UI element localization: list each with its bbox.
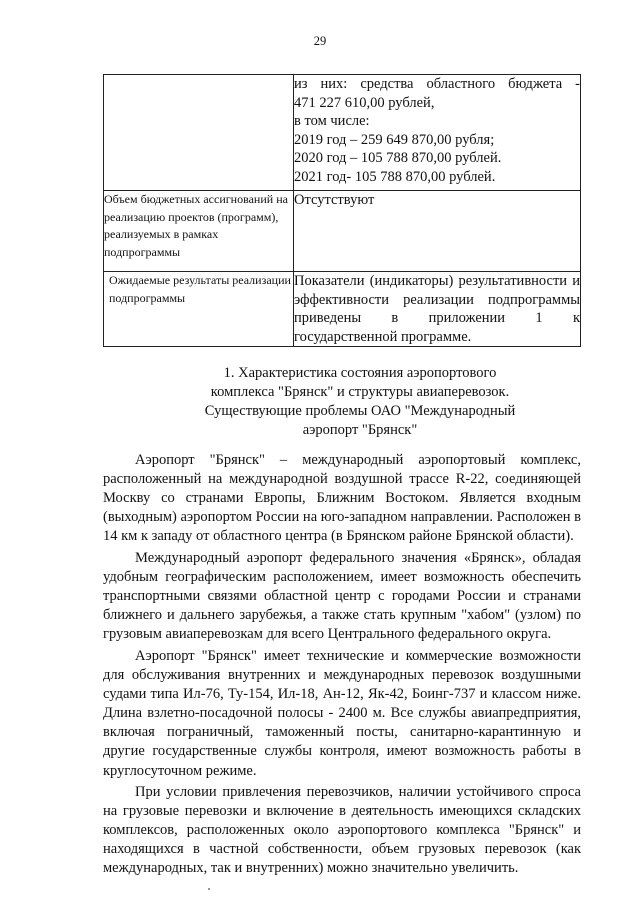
table-row: [104, 75, 581, 191]
funding-line: в том числе:: [294, 113, 370, 130]
funding-line: из них: средства областного бюджета -: [294, 76, 580, 92]
paragraph: Международный аэропорт федерального значения «Брянск», обладая удобным географическим расположением, имеет возможность обеспечить транспортными связями областной центр с городами России и странами ближнего и дальнего зарубежья, а также стать крупным "хабом" (узлом) по грузовым авиаперевозкам для всего Центрального федерального округа.: [103, 549, 581, 643]
table-row: [104, 191, 581, 272]
funding-line: 2020 год – 105 788 870,00 рублей.: [294, 150, 502, 167]
section-title-line: комплекса "Брянск" и структуры авиаперевозок.: [210, 384, 510, 400]
budget-projects-label: Объем бюджетных ассигнований на реализацию проектов (программ), реализуемых в рамках подпрограммы: [104, 191, 294, 272]
funding-value: [294, 75, 581, 191]
funding-line: 2021 год- 105 788 870,00 рублей.: [294, 168, 496, 185]
paragraph: При условии привлечения перевозчиков, наличии устойчивого спроса на грузовые перевозки и включение в деятельность имеющихся складских комплексов, расположенных около аэропортового комплекса "Брянск" и находящихся в частной собственности, объем грузовых перевозок (как международных, так и внутренних) можно значительно увеличить.: [103, 784, 581, 877]
expected-results-value: Показатели (индикаторы) результативности и эффективности реализации подпрограммы приведены в приложении 1 к государственной программе.: [294, 272, 581, 347]
paragraph: Аэропорт "Брянск" – международный аэропортовый комплекс, расположенный на международной воздушной трассе R-22, соединяющей Москву со странами Европы, Ближним Востоком. Является входным (выходным) аэропортом России на юго-западном направлении. Расположен в 14 км к западу от областного центра (в Брянском районе Брянской области).: [103, 452, 582, 545]
section-title-line: аэропорт "Брянск": [302, 422, 418, 438]
funding-line: 2019 год – 259 649 870,00 рубля;: [294, 131, 495, 148]
funding-line: 471 227 610,00 рублей,: [294, 94, 435, 111]
section-title: [160, 364, 560, 440]
section-title-line: Существующие проблемы ОАО "Международный: [204, 403, 516, 419]
budget-projects-value: Отсутствуют: [294, 191, 581, 272]
table-row: [104, 272, 581, 347]
paragraph: Аэропорт "Брянск" имеет технические и коммерческие возможности для обслуживания внутренних и международных перевозок воздушными судами типа Ил-76, Ту-154, Ил-18, Ан-12, Як-42, Боинг-737 и классом ниже. Длина взлетно-посадочной полосы - 2400 м. Все службы авиапредприятия, включая пограничный, таможенный посты, санитарно-карантинную и другие государственные службы контроля, имеют возможность работы в круглосуточном режиме.: [103, 647, 581, 779]
passport-table: [103, 74, 581, 347]
page-number: 29: [313, 34, 327, 48]
funding-label: [104, 75, 294, 191]
expected-results-label: Ожидаемые результаты реализации подпрограммы: [104, 272, 294, 347]
scan-speck: [208, 888, 210, 890]
section-title-line: 1. Характеристика состояния аэропортового: [223, 365, 497, 381]
body-text: [103, 451, 581, 881]
